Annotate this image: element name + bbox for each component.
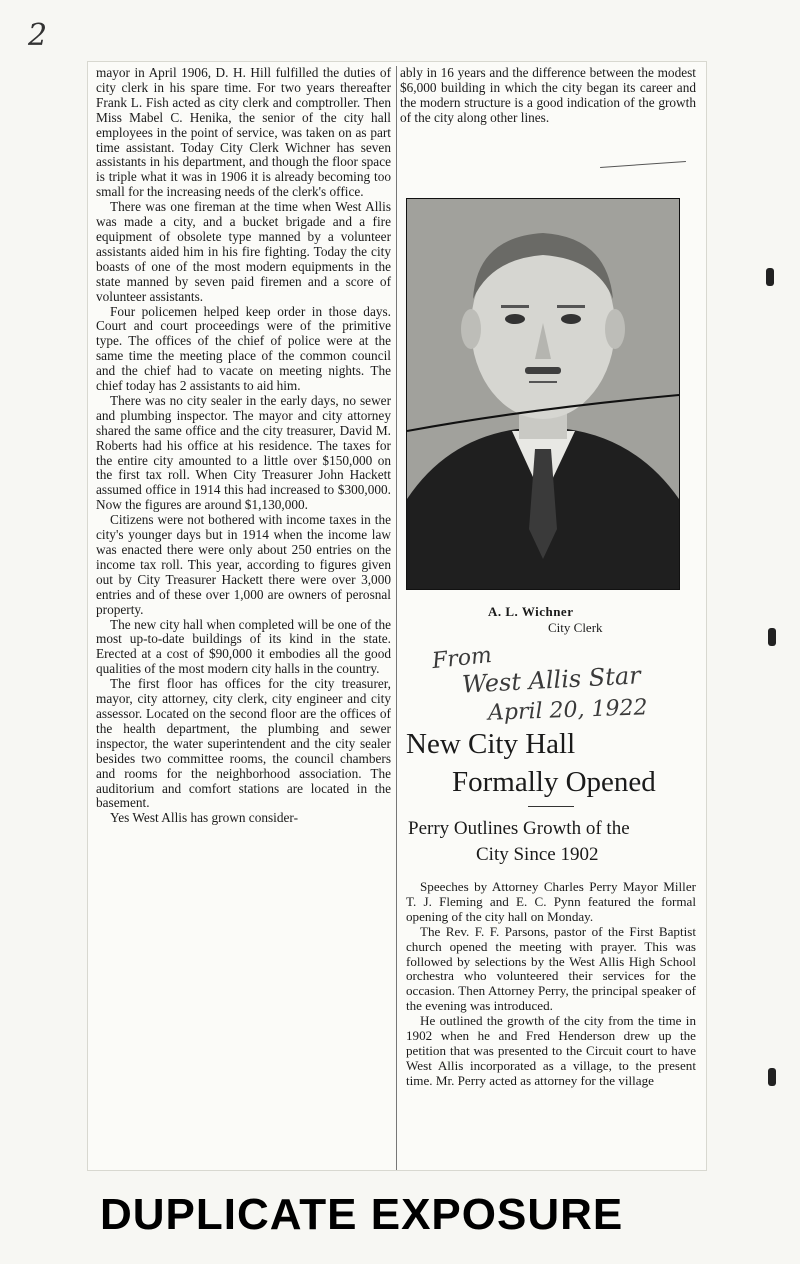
handwritten-note: April 20, 1922 [487, 695, 648, 726]
subheadline: Perry Outlines Growth of the [408, 818, 630, 839]
page-number: 2 [28, 18, 48, 53]
paragraph: mayor in April 1906, D. H. Hill fulfilled the duties of city clerk in his spare time. For two years thereafter Frank L. Fish acted as city clerk and comptroller. Then Miss Mabel C. Henika, the senior of the city hall employees in the point of service, was taken on as part time assistant. Today City Clerk Wichner has seven assistants in his department, and though the floor space is triple what it was in 1906 it is already becoming too small for the increasing needs of the clerk's office. [96, 65, 391, 200]
right-column-continuation [400, 66, 696, 126]
column-divider [396, 66, 397, 1170]
paragraph: The new city hall when completed will be one of the most up-to-date buildings of its kind in the state. Erected at a cost of $90,000 it embodies all the good qualities of the most modern city halls in the country. [96, 616, 391, 677]
portrait-photo [406, 198, 680, 590]
paragraph: The first floor has offices for the city treasurer, mayor, city attorney, city clerk, city engineer and city assessor. Located on the second floor are the offices of the health department, the plumbing and sewer inspector, the water superintendent and the city sealer besides two committee rooms, the council chambers and rooms for the neighborhood association. The auditorium and comfort stations are located in the basement. [96, 676, 391, 811]
paragraph: Yes West Allis has grown consider- [110, 810, 299, 826]
headline: New City Hall [406, 728, 576, 760]
paragraph: Four policemen helped keep order in those days. Court and court proceedings were of the primitive type. The offices of the chief of police were at the same time the meeting place of the common council and the chief had to vacate on meeting nights. The chief today has 2 assistants to aid him. [96, 303, 391, 394]
left-article-column [96, 66, 391, 826]
headline-rule [528, 806, 574, 807]
handwritten-note: West Allis Star [461, 661, 642, 699]
duplicate-exposure-stamp: DUPLICATE EXPOSURE [100, 1190, 624, 1239]
paragraph: The Rev. F. F. Parsons, pastor of the First Baptist church opened the meeting with prayer. This was followed by selections by the West Allis High School orchestra who volunteered their services for the occasion. Then Attorney Perry, the principal speaker of the evening was introduced. [406, 923, 696, 1014]
photo-caption-title: City Clerk [548, 620, 603, 635]
paragraph: He outlined the growth of the city from the time in 1902 when he and Fred Henderson drew up the petition that was presented to the Circuit court to have West Allis incorporated as a village, to the present time. Mr. Perry acted as attorney for the village [406, 1013, 696, 1088]
handwritten-note: From [430, 642, 494, 675]
paragraph: Citizens were not bothered with income taxes in the city's younger days but in 1914 when the income law was enacted there were only about 250 entries on the income tax roll. This year, according to figures given out by City Treasurer Hackett there were over 3,000 entries and of these over 1,000 are owners of perosnal property. [96, 512, 391, 617]
paragraph: There was one fireman at the time when West Allis was made a city, and a bucket brigade and a fire equipment of obsolete type manned by a volunteer assistants aided him in his fire fighting. Today the city boasts of one of the most modern equipments in the state manned by seven paid firemen and a score of volunteer assistants. [96, 199, 391, 304]
photo-caption-name: A. L. Wichner [488, 604, 574, 619]
article-body [406, 880, 696, 1089]
headline: Formally Opened [452, 766, 656, 798]
scan-mark [766, 268, 774, 286]
scan-mark [768, 628, 776, 646]
paragraph: Speeches by Attorney Charles Perry Mayor Miller T. J. Fleming and E. C. Pynn featured the formal opening of the city hall on Monday. [406, 879, 696, 924]
scan-mark [768, 1068, 776, 1086]
subheadline: City Since 1902 [476, 844, 599, 865]
continuation-paragraph: ably in 16 years and the difference between the modest $6,000 building in which the city began its career and the modern structure is a good indication of the growth of the city along other lines. [400, 65, 696, 125]
portrait-image [407, 199, 679, 589]
paragraph: There was no city sealer in the early days, no sewer and plumbing inspector. The mayor and city attorney shared the same office and the city treasurer, David M. Roberts had his office at his residence. The taxes for the entire city amounted to a little over $150,000 on the first tax roll. When City Treasurer John Hackett assumed office in 1914 this had increased to $300,000. Now the figures are around $1,130,000. [96, 392, 391, 513]
